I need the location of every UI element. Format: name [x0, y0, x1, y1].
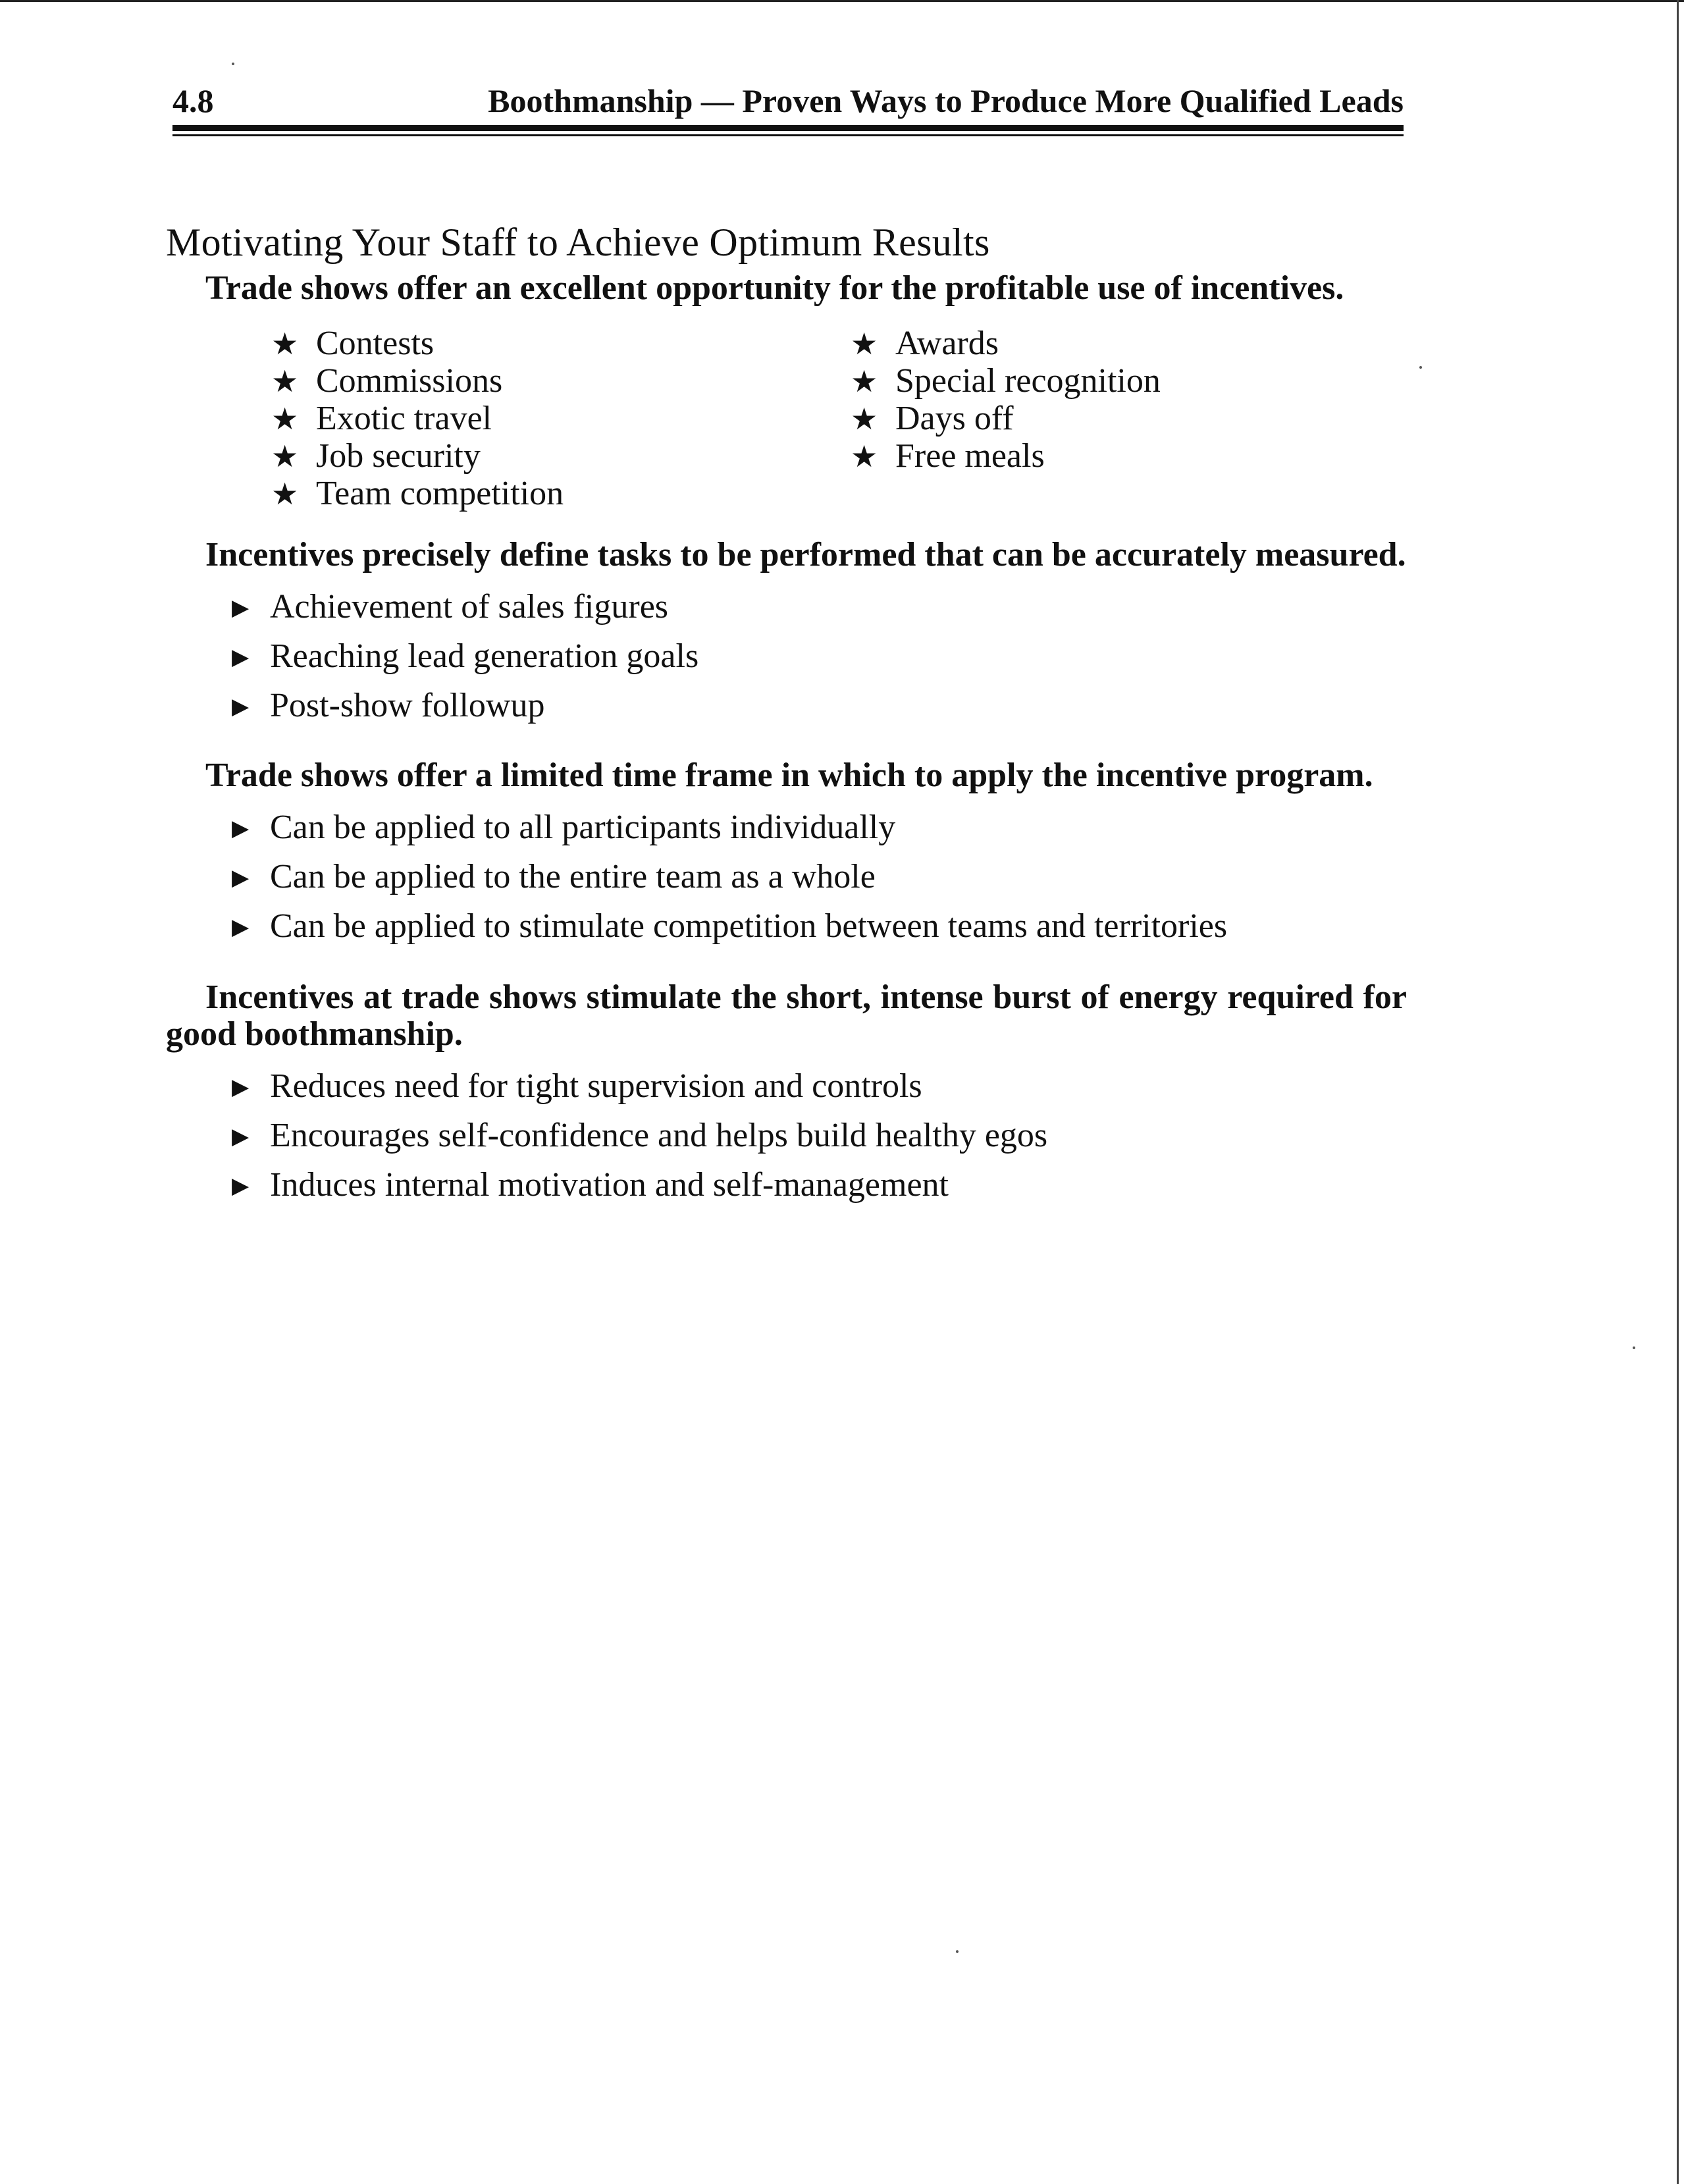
list-item: ▶ Post-show followup [232, 681, 1407, 731]
star-icon: ★ [271, 440, 299, 473]
scan-speck [1633, 1346, 1635, 1349]
incentive-column-right [851, 325, 1161, 513]
list-item: ▶ Can be applied to stimulate competition between teams and territories [232, 902, 1407, 951]
bullet-list [166, 583, 1407, 731]
list-item: ★ Awards [851, 325, 999, 362]
bullet-list [166, 803, 1407, 951]
triangle-right-icon: ▶ [232, 866, 250, 890]
incentive-list [166, 325, 1407, 513]
header-rule [172, 125, 1404, 131]
lead-paragraph: Incentives at trade shows stimulate the short, intense burst of energy required for good boothmanship. [166, 978, 1407, 1053]
triangle-right-icon: ▶ [232, 1125, 250, 1149]
list-item: ★ Special recognition [851, 362, 1161, 400]
star-icon: ★ [271, 477, 299, 511]
page-number: 4.8 [172, 82, 214, 119]
scan-speck [232, 63, 234, 65]
lead-paragraph: Incentives precisely define tasks to be performed that can be accurately measured. [205, 536, 1406, 573]
triangle-right-icon: ▶ [232, 816, 250, 841]
triangle-right-icon: ▶ [232, 1174, 250, 1198]
list-item: ▶ Can be applied to all participants individually [232, 803, 1407, 853]
scan-speck [956, 1950, 959, 1953]
bullet-list [166, 1062, 1407, 1210]
lead-paragraph: Trade shows offer a limited time frame in which to apply the incentive program. [205, 757, 1373, 794]
list-item: ★ Team competition [271, 475, 564, 512]
list-item: ★ Exotic travel [271, 400, 492, 437]
star-icon: ★ [851, 327, 878, 361]
scan-speck [1419, 366, 1422, 369]
page-body [166, 217, 1407, 1210]
running-title: Boothmanship — Proven Ways to Produce More Qualified Leads [488, 82, 1404, 119]
star-icon: ★ [271, 402, 299, 436]
star-icon: ★ [851, 365, 878, 398]
star-icon: ★ [271, 327, 299, 361]
list-item: ▶ Reaching lead generation goals [232, 632, 1407, 681]
list-item: ▶ Can be applied to the entire team as a whole [232, 853, 1407, 902]
star-icon: ★ [851, 402, 878, 436]
list-item: ▶ Encourages self-confidence and helps build healthy egos [232, 1111, 1407, 1161]
header-rule [172, 134, 1404, 136]
page-header [172, 78, 1404, 124]
lead-paragraph: Trade shows offer an excellent opportunity for the profitable use of incentives. [205, 269, 1344, 307]
list-item: ▶ Achievement of sales figures [232, 583, 1407, 632]
star-icon: ★ [271, 365, 299, 398]
triangle-right-icon: ▶ [232, 596, 250, 620]
list-item: ★ Days off [851, 400, 1014, 437]
incentive-column-left [271, 325, 851, 513]
triangle-right-icon: ▶ [232, 915, 250, 940]
list-item: ★ Free meals [851, 437, 1045, 475]
star-icon: ★ [851, 440, 878, 473]
triangle-right-icon: ▶ [232, 1075, 250, 1100]
scan-edge [1677, 0, 1679, 2184]
list-item: ▶ Reduces need for tight supervision and controls [232, 1062, 1407, 1111]
triangle-right-icon: ▶ [232, 645, 250, 670]
list-item: ▶ Induces internal motivation and self-management [232, 1161, 1407, 1210]
triangle-right-icon: ▶ [232, 695, 250, 719]
scan-edge [0, 0, 1684, 2]
list-item: ★ Job security [271, 437, 481, 475]
list-item: ★ Commissions [271, 362, 503, 400]
list-item: ★ Contests [271, 325, 434, 362]
section-title: Motivating Your Staff to Achieve Optimum Results [166, 221, 990, 264]
